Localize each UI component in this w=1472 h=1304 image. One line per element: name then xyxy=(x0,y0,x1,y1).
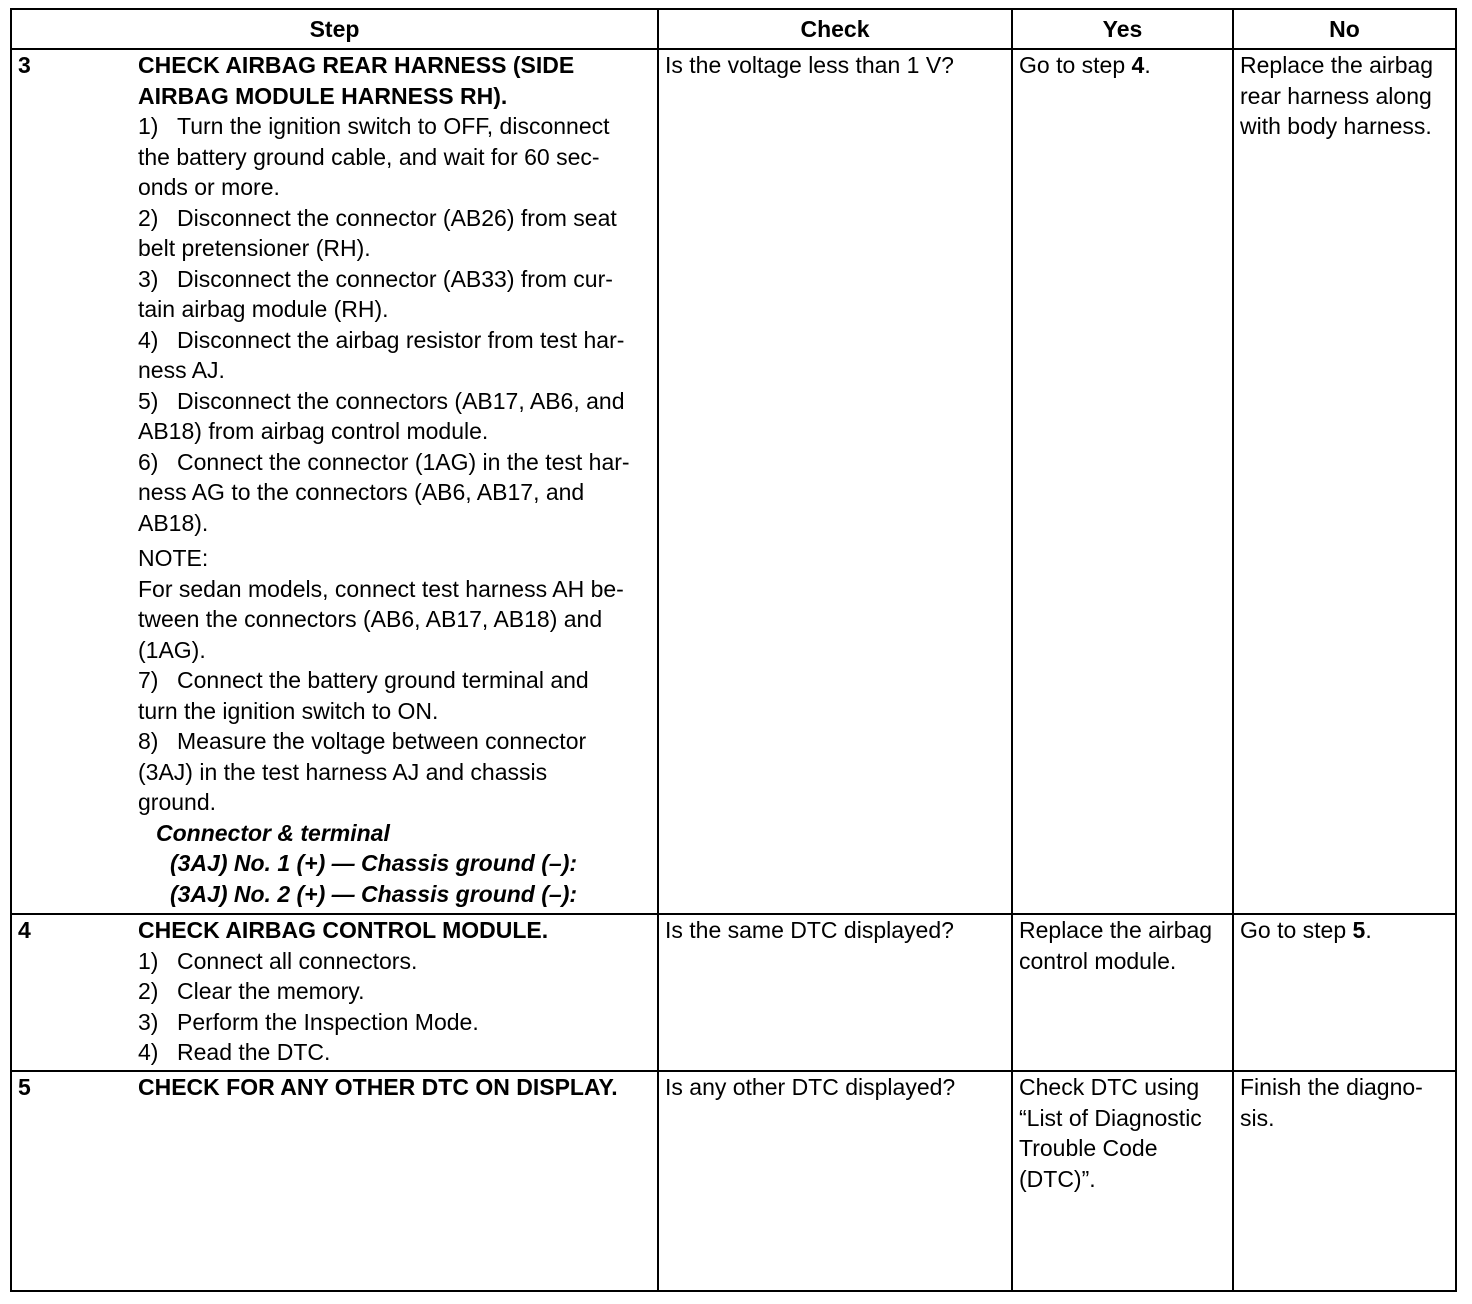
step-header: Step xyxy=(11,9,658,49)
check-cell: Is any other DTC displayed? xyxy=(658,1071,1012,1291)
procedure-line: 2) Clear the memory. xyxy=(138,978,365,1004)
yes-cell: Go to step 4. xyxy=(1012,49,1233,914)
check-header: Check xyxy=(658,9,1012,49)
procedure-line: AB18). xyxy=(138,509,209,536)
procedure-line: 8) Measure the voltage between connector xyxy=(138,728,587,754)
procedure-line: 7) Connect the battery ground terminal and xyxy=(138,667,589,693)
yes-header: Yes xyxy=(1012,9,1233,49)
connector-terminal-line: (3AJ) No. 2 (+) — Chassis ground (–): xyxy=(170,880,578,907)
procedure-line: 1) Connect all connectors. xyxy=(138,947,418,974)
note-line: (1AG). xyxy=(138,636,206,663)
procedure-line: 2) Disconnect the connector (AB26) from seat xyxy=(138,204,617,231)
table-row xyxy=(11,914,1456,1071)
step-title: CHECK FOR ANY OTHER DTC ON DISPLAY. xyxy=(138,1074,618,1100)
procedure-line: ness AJ. xyxy=(138,357,225,383)
procedure-line: 5) Disconnect the connectors (AB17, AB6, and xyxy=(138,387,625,414)
no-cell: Finish the diagno- sis. xyxy=(1233,1071,1456,1291)
procedure-line: ground. xyxy=(138,789,217,815)
step-link: 4 xyxy=(1131,52,1145,78)
step-cell xyxy=(11,1071,658,1291)
step-cell xyxy=(11,49,658,914)
procedure-line: 3) Perform the Inspection Mode. xyxy=(138,1008,479,1035)
table-row xyxy=(11,49,1456,914)
note-label: NOTE: xyxy=(138,545,209,571)
step-content xyxy=(138,1072,651,1103)
check-cell: Is the same DTC displayed? xyxy=(658,914,1012,1071)
step-title: AIRBAG MODULE HARNESS RH). xyxy=(138,82,508,109)
connector-terminal-heading: Connector & terminal xyxy=(156,819,390,846)
yes-cell: Replace the airbag control module. xyxy=(1012,914,1233,1071)
check-cell: Is the voltage less than 1 V? xyxy=(658,49,1012,914)
procedure-line: 4) Disconnect the airbag resistor from test har- xyxy=(138,326,625,353)
procedure-line: onds or more. xyxy=(138,174,280,200)
step-title: CHECK AIRBAG REAR HARNESS (SIDE xyxy=(138,52,575,78)
step-link: 5 xyxy=(1352,917,1366,943)
no-header: No xyxy=(1233,9,1456,49)
procedure-line: 1) Turn the ignition switch to OFF, disconnect xyxy=(138,113,610,139)
step-number: 3 xyxy=(18,52,31,78)
procedure-line: tain airbag module (RH). xyxy=(138,296,389,322)
no-cell: Go to step 5. xyxy=(1233,914,1456,1071)
connector-terminal-line: (3AJ) No. 1 (+) — Chassis ground (–): xyxy=(170,850,578,876)
header-row xyxy=(11,9,1456,49)
yes-cell: Check DTC using “List of Diagnostic Trouble Code (DTC)”. xyxy=(1012,1071,1233,1291)
step-content xyxy=(138,50,651,909)
no-cell: Replace the airbag rear harness along with body harness. xyxy=(1233,49,1456,914)
step-number: 4 xyxy=(18,917,31,943)
procedure-line: the battery ground cable, and wait for 60 sec- xyxy=(138,143,600,170)
procedure-line: 4) Read the DTC. xyxy=(138,1039,331,1065)
step-number: 5 xyxy=(18,1074,31,1100)
procedure-line: (3AJ) in the test harness AJ and chassis xyxy=(138,758,548,785)
step-title: CHECK AIRBAG CONTROL MODULE. xyxy=(138,917,549,943)
procedure-line: belt pretensioner (RH). xyxy=(138,235,371,261)
table-row xyxy=(11,1071,1456,1291)
note-line: tween the connectors (AB6, AB17, AB18) and xyxy=(138,606,603,632)
procedure-line: AB18) from airbag control module. xyxy=(138,418,489,444)
procedure-line: 6) Connect the connector (1AG) in the test har- xyxy=(138,448,630,475)
procedure-line: ness AG to the connectors (AB6, AB17, and xyxy=(138,479,585,505)
step-content xyxy=(138,915,651,1068)
procedure-line: 3) Disconnect the connector (AB33) from cur- xyxy=(138,265,613,292)
note-line: For sedan models, connect test harness AH be- xyxy=(138,575,624,602)
diagnostic-table xyxy=(10,8,1457,1292)
step-cell xyxy=(11,914,658,1071)
procedure-line: turn the ignition switch to ON. xyxy=(138,697,439,724)
